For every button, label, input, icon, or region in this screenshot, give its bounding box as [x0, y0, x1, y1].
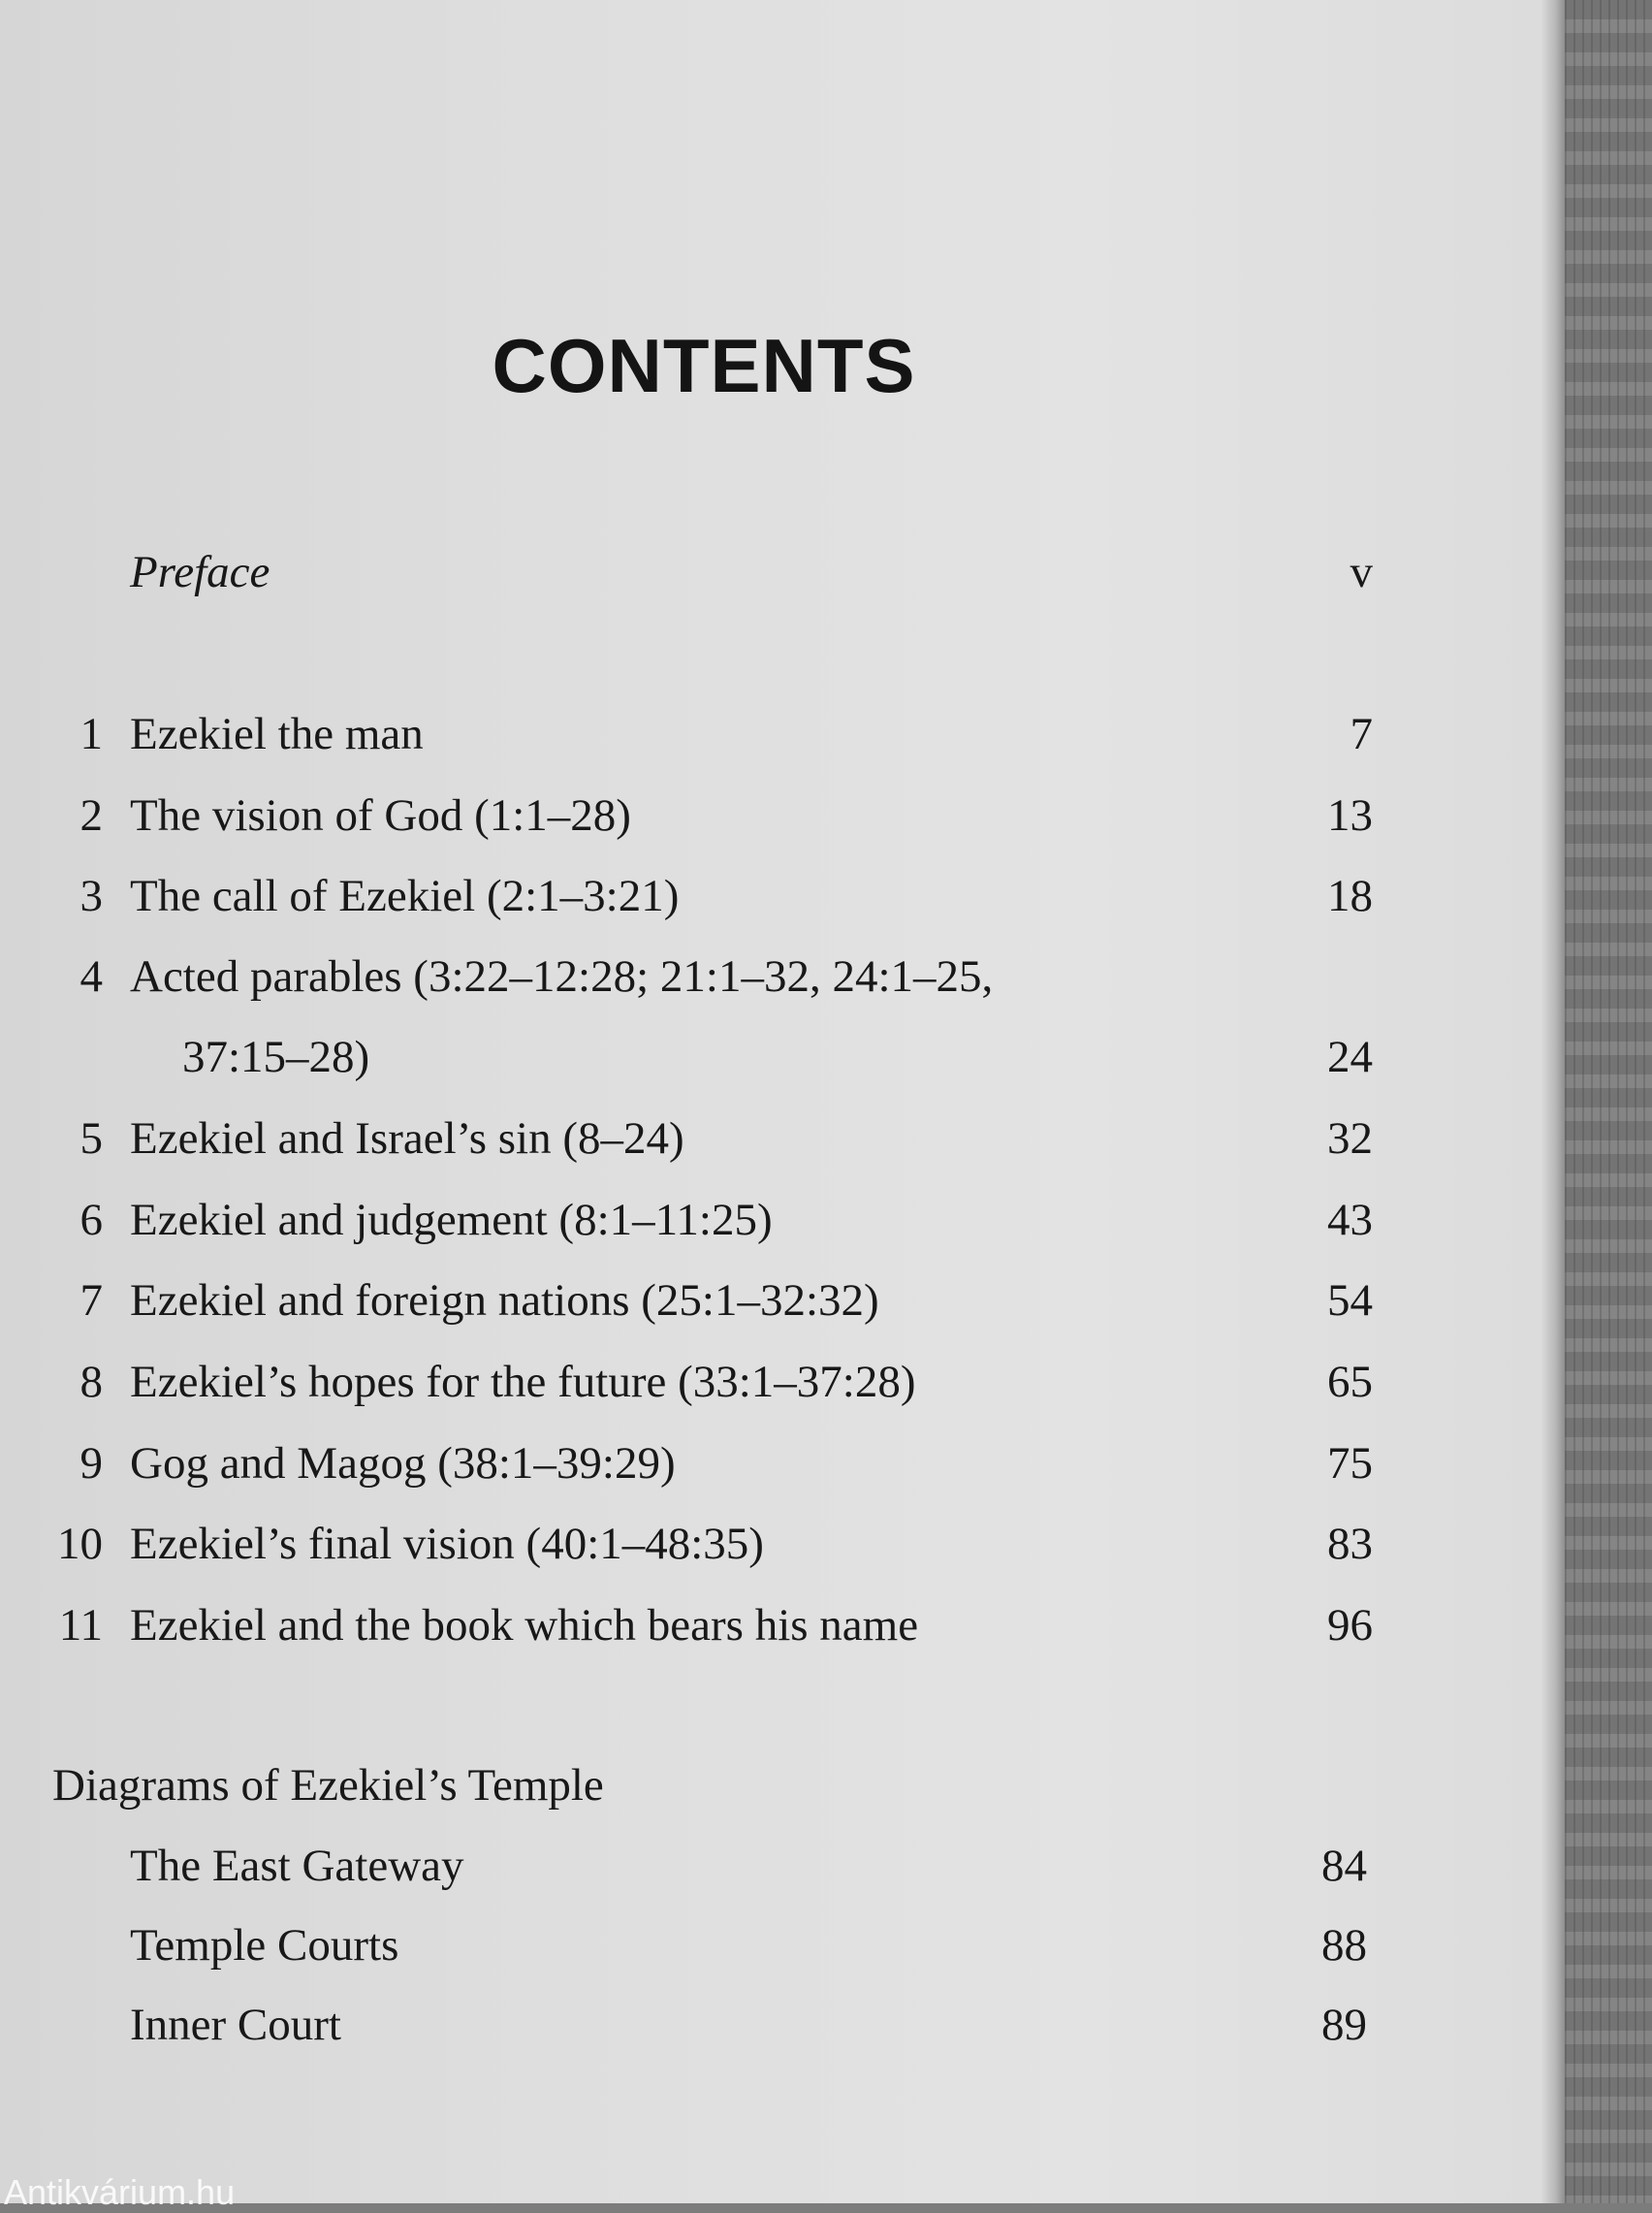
chapter-title: Ezekiel and the book which bears his name [130, 1600, 919, 1651]
chapter-number: 5 [79, 1113, 103, 1164]
chapter-page: 54 [1327, 1275, 1373, 1326]
chapter-page: 83 [1327, 1519, 1373, 1569]
toc-entry-2 [0, 786, 1373, 845]
toc-entry-3 [0, 867, 1373, 925]
chapter-page: 43 [1327, 1195, 1373, 1245]
chapter-page: 18 [1327, 871, 1373, 921]
toc-entry-4-continued [0, 1028, 1373, 1086]
preface-page: v [1350, 547, 1373, 597]
toc-entry-11 [0, 1596, 1373, 1654]
chapter-title: Acted parables (3:22–12:28; 21:1–32, 24:1–25, [130, 951, 994, 1002]
chapter-title: The vision of God (1:1–28) [130, 790, 631, 841]
chapter-title: Gog and Magog (38:1–39:29) [130, 1438, 676, 1489]
chapter-number: 10 [57, 1519, 103, 1569]
watermark: Antikvárium.hu [4, 2172, 236, 2212]
chapter-page: 75 [1327, 1438, 1373, 1489]
chapter-page: 65 [1327, 1357, 1373, 1407]
chapter-title: Ezekiel’s final vision (40:1–48:35) [130, 1519, 764, 1569]
diagram-page: 88 [1321, 1920, 1367, 1971]
chapter-title: Ezekiel and foreign nations (25:1–32:32) [130, 1275, 879, 1326]
toc-entry-9 [0, 1434, 1373, 1492]
toc-entry-5 [0, 1109, 1373, 1168]
diagram-page: 84 [1321, 1841, 1367, 1891]
chapter-number: 7 [79, 1275, 103, 1326]
diagram-title: The East Gateway [130, 1841, 464, 1891]
chapter-number: 1 [79, 709, 103, 759]
chapter-title-continued: 37:15–28) [182, 1032, 370, 1082]
preface-entry [0, 543, 1373, 601]
page-edge [1541, 0, 1565, 2203]
chapter-page: 24 [1327, 1032, 1373, 1082]
chapter-page: 96 [1327, 1600, 1373, 1651]
diagram-title: Temple Courts [130, 1920, 399, 1971]
toc-entry-6 [0, 1191, 1373, 1249]
chapter-number: 4 [79, 951, 103, 1002]
diagram-entry-2 [0, 1916, 1367, 1974]
chapter-title: Ezekiel the man [130, 709, 424, 759]
page-title: CONTENTS [492, 323, 916, 408]
chapter-title: Ezekiel and judgement (8:1–11:25) [130, 1195, 773, 1245]
chapter-number: 6 [79, 1195, 103, 1245]
preface-label: Preface [130, 547, 270, 597]
background-strip [1565, 0, 1652, 2203]
chapter-number: 8 [79, 1357, 103, 1407]
chapter-title: The call of Ezekiel (2:1–3:21) [130, 871, 680, 921]
chapter-number: 2 [79, 790, 103, 841]
chapter-title: Ezekiel and Israel’s sin (8–24) [130, 1113, 684, 1164]
diagram-entry-3 [0, 1996, 1367, 2054]
chapter-page: 32 [1327, 1113, 1373, 1164]
chapter-number: 3 [79, 871, 103, 921]
chapter-page: 13 [1327, 790, 1373, 841]
chapter-title: Ezekiel’s hopes for the future (33:1–37:28) [130, 1357, 916, 1407]
toc-entry-10 [0, 1515, 1373, 1573]
chapter-number: 11 [58, 1600, 103, 1651]
diagram-entry-1 [0, 1837, 1367, 1895]
diagram-title: Inner Court [130, 2000, 341, 2050]
toc-entry-4 [0, 947, 1373, 1006]
chapter-page: 7 [1350, 709, 1373, 759]
diagrams-heading-row [0, 1756, 1373, 1814]
toc-entry-7 [0, 1271, 1373, 1330]
toc-entry-1 [0, 705, 1373, 763]
diagram-page: 89 [1321, 2000, 1367, 2050]
chapter-number: 9 [79, 1438, 103, 1489]
diagrams-heading: Diagrams of Ezekiel’s Temple [52, 1760, 604, 1811]
toc-entry-8 [0, 1353, 1373, 1411]
